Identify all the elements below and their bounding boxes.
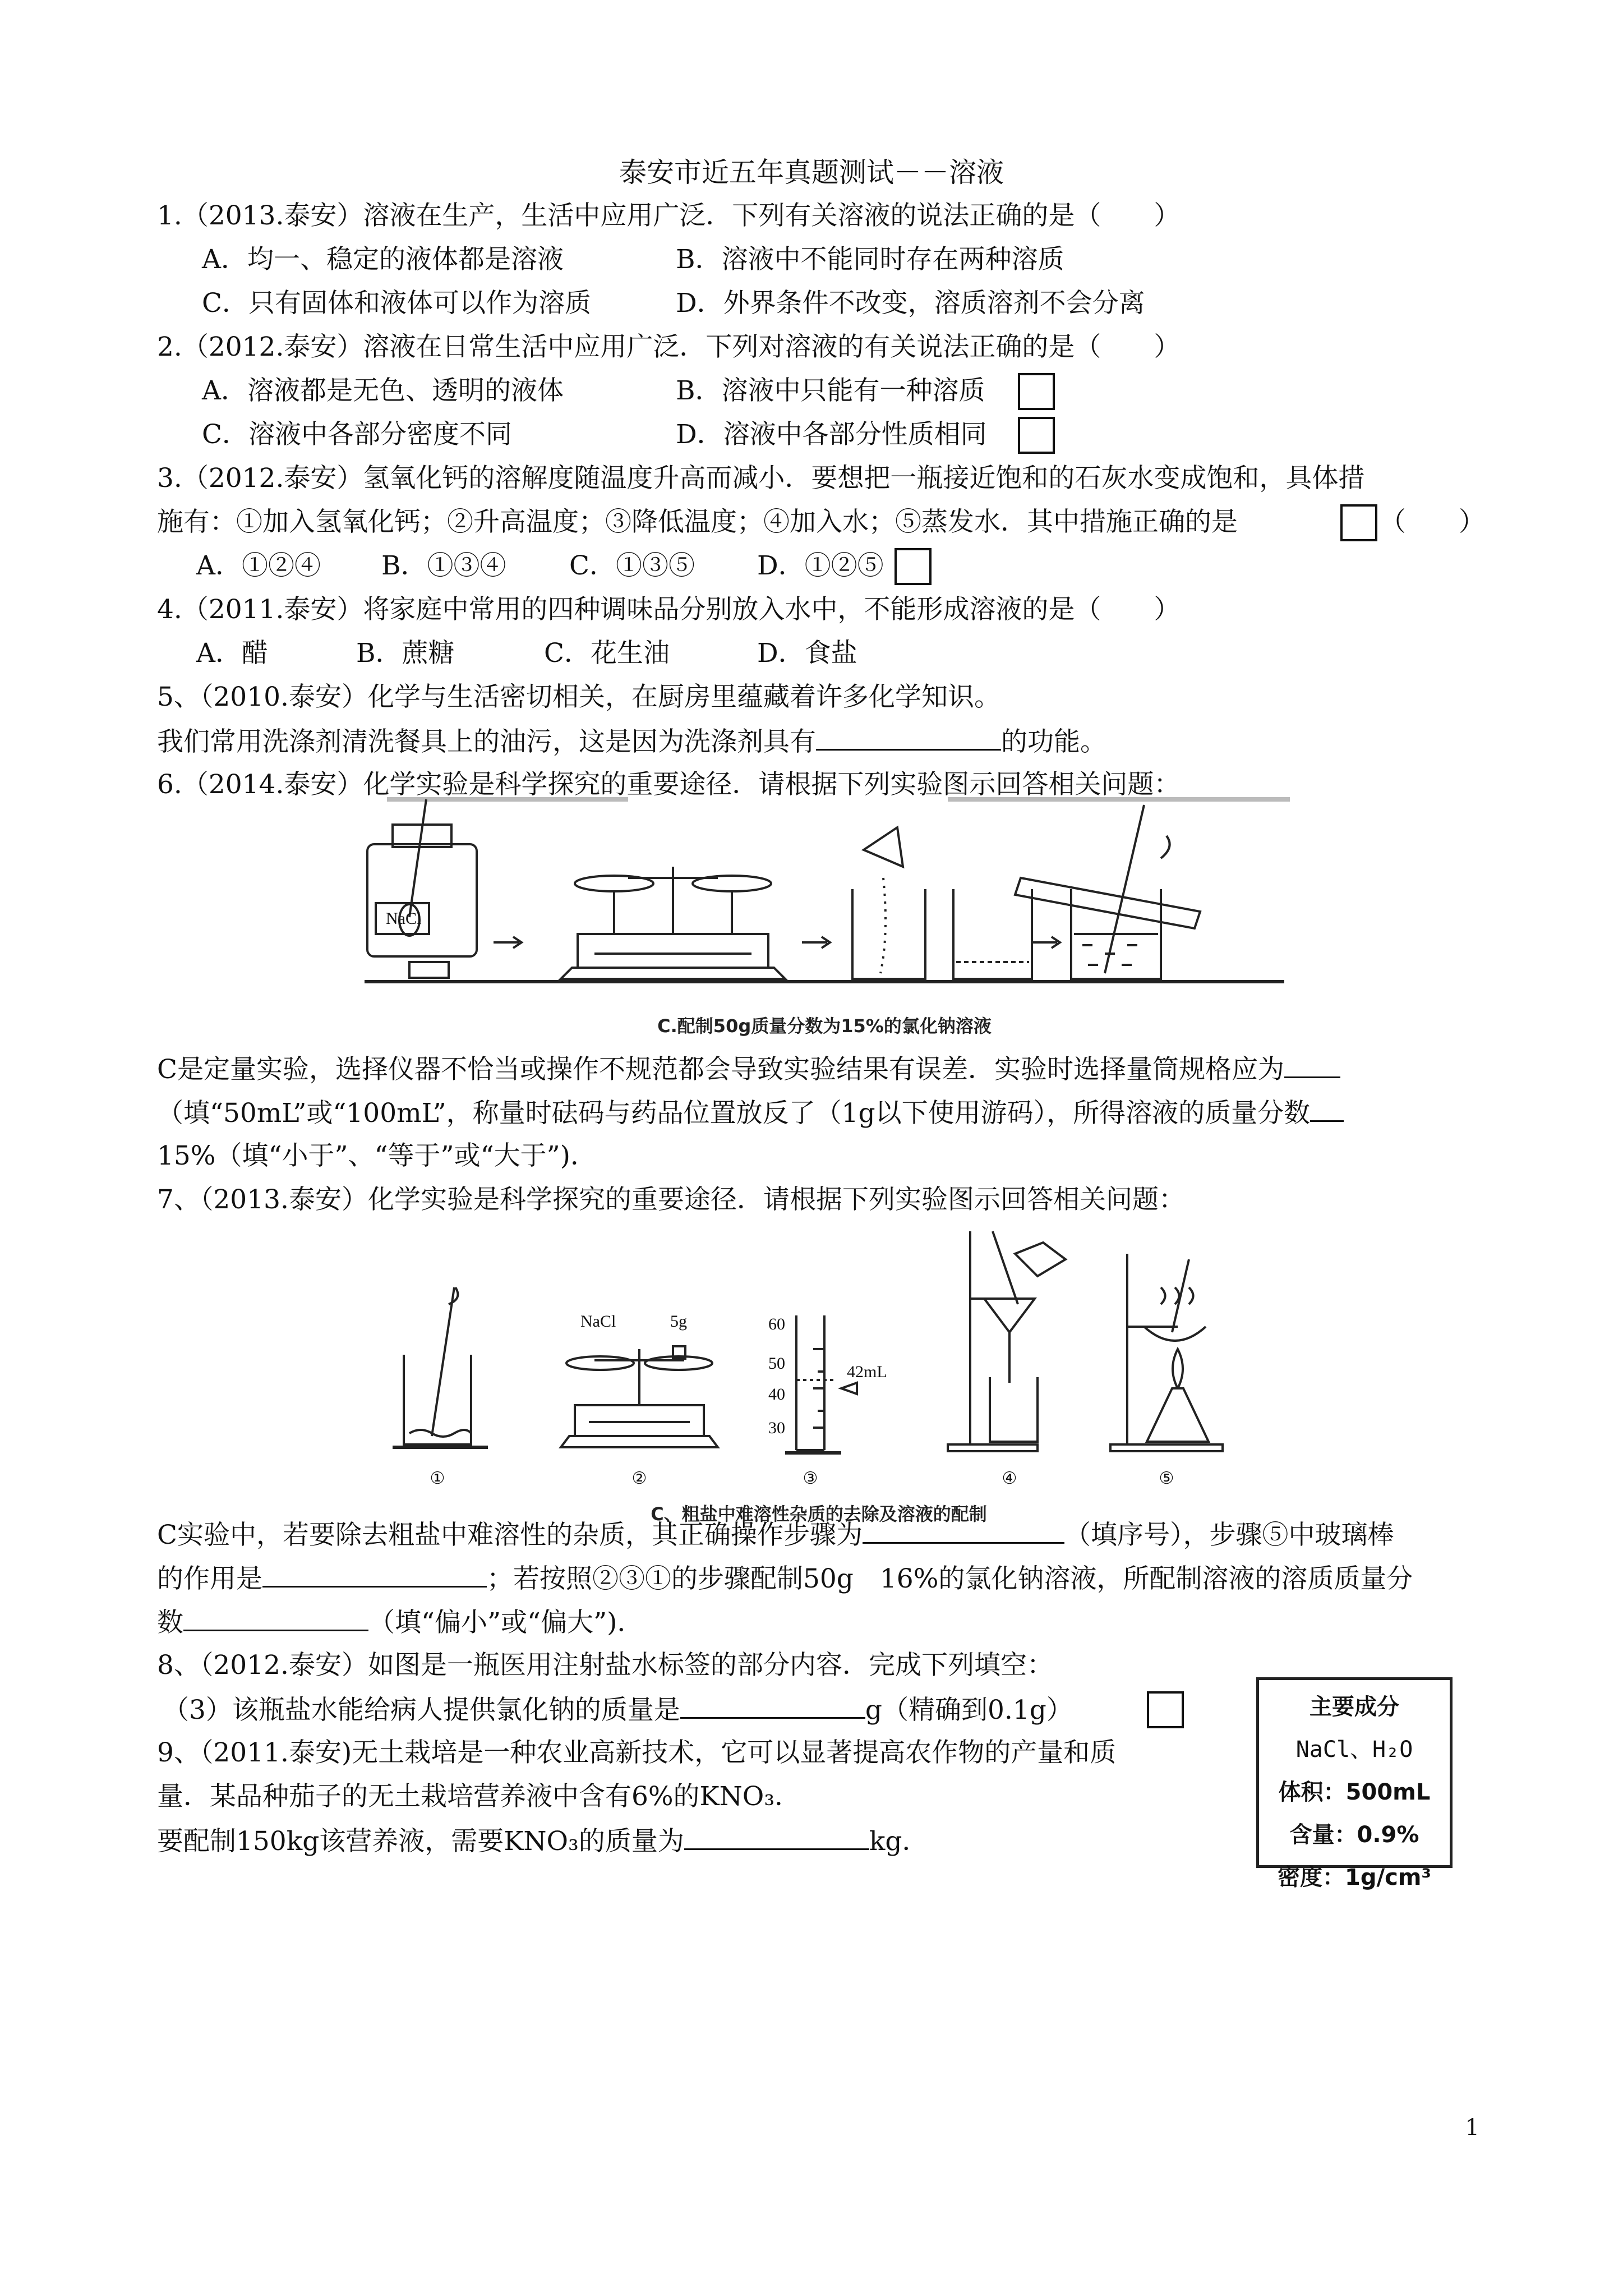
fill-blank[interactable] bbox=[863, 1517, 1064, 1544]
alcohol-lamp bbox=[1147, 1388, 1209, 1442]
spoon bbox=[409, 799, 426, 917]
balance-pan bbox=[566, 1356, 634, 1370]
label-ingredients: NaCl、H₂O bbox=[1295, 1737, 1413, 1763]
fill-blank[interactable] bbox=[680, 1692, 865, 1719]
balance-base bbox=[561, 968, 785, 979]
step-number: ② bbox=[631, 1469, 647, 1488]
q2-option-a: A．溶液都是无色、透明的液体 bbox=[202, 375, 564, 406]
step-number: ① bbox=[430, 1469, 445, 1488]
nacl-label: NaCl bbox=[580, 1312, 616, 1331]
step-number: ④ bbox=[1002, 1469, 1017, 1488]
q1-option-c: C．只有固体和液体可以作为溶质 bbox=[202, 288, 591, 319]
balance-pan bbox=[575, 876, 653, 891]
q1-option-b: B．溶液中不能同时存在两种溶质 bbox=[676, 244, 1064, 275]
fill-blank[interactable] bbox=[684, 1824, 869, 1850]
q6-text: （填“50mL”或“100mL”，称量时砝码与药品位置放反了（1g以下使用游码），所得溶液的质量分数 bbox=[157, 1098, 1311, 1129]
answer-checkbox[interactable] bbox=[1018, 373, 1055, 410]
glass-rod bbox=[1172, 1259, 1189, 1332]
balance-base bbox=[561, 1436, 718, 1447]
q4-option-c: C．花生油 bbox=[544, 638, 670, 669]
q6-figure bbox=[359, 794, 1290, 1041]
q7-line3 bbox=[157, 1605, 643, 1640]
nacl-label: NaCl bbox=[386, 909, 422, 928]
q3-option-d: D．①②⑤ bbox=[757, 550, 884, 581]
cylinder-tick: 30 bbox=[768, 1419, 785, 1437]
q3-stem-line2: 施有：①加入氢氧化钙；②升高温度；③降低温度；④加入水；⑤蒸发水．其中措施正确的是 bbox=[157, 507, 1238, 537]
q9-text: kg． bbox=[869, 1826, 929, 1857]
q7-text: ；若按照②③①的步骤配制50g 16%的氯化钠溶液，所配制溶液的溶质质量分 bbox=[487, 1563, 1413, 1594]
q3-stem-line1: 3.（2012.泰安）氢氧化钙的溶解度随温度升高而减小．要想把一瓶接近饱和的石灰水变成饱和，具体措 bbox=[157, 463, 1365, 494]
q7-line2 bbox=[157, 1561, 1413, 1596]
arrow-icon bbox=[1032, 937, 1060, 948]
q8-text: （3）该瓶盐水能给病人提供氯化钠的质量是 bbox=[163, 1695, 680, 1726]
q6-line2 bbox=[157, 1096, 1344, 1130]
beaker bbox=[990, 1377, 1038, 1442]
q7-line1 bbox=[157, 1517, 1394, 1552]
q4-option-d: D．食盐 bbox=[757, 638, 857, 669]
beaker bbox=[852, 889, 925, 979]
glass-rod bbox=[1105, 805, 1144, 973]
q3-option-a: A．①②④ bbox=[196, 550, 321, 581]
q7-text: 的作用是 bbox=[157, 1563, 262, 1594]
q8-sub bbox=[163, 1692, 1073, 1727]
q3-option-b: B．①③④ bbox=[381, 550, 506, 581]
weight-label: 5g bbox=[670, 1312, 687, 1331]
answer-checkbox[interactable] bbox=[895, 548, 932, 585]
fill-blank[interactable] bbox=[262, 1561, 487, 1588]
q6-line3: 15%（填“小于”、“等于”或“大于”)． bbox=[157, 1140, 597, 1171]
graduated-cylinder bbox=[1015, 878, 1200, 928]
cylinder-tick: 50 bbox=[768, 1354, 785, 1373]
weight-block bbox=[409, 962, 449, 978]
pouring-beaker bbox=[1015, 1243, 1066, 1276]
q6-stem: 6.（2014.泰安）化学实验是科学探究的重要途径．请根据下列实验图示回答相关问题： bbox=[157, 769, 1181, 800]
q9-line3 bbox=[157, 1824, 928, 1858]
figure-caption: C.配制50g质量分数为15%的氯化钠溶液 bbox=[657, 1015, 992, 1037]
cylinder-tick: 40 bbox=[768, 1385, 785, 1404]
evaporating-dish bbox=[1144, 1327, 1206, 1341]
q2-option-c: C．溶液中各部分密度不同 bbox=[202, 419, 512, 450]
q7-text: 数 bbox=[157, 1607, 183, 1638]
q7-text: C实验中，若要除去粗盐中难溶性的杂质，其正确操作步骤为 bbox=[157, 1520, 863, 1550]
q9-text: 要配制150kg该营养液，需要KNO₃的质量为 bbox=[157, 1826, 684, 1857]
q6-text: C是定量实验，选择仪器不恰当或操作不规范都会导致实验结果有误差．实验时选择量筒规格应为 bbox=[157, 1054, 1284, 1085]
q2-stem: 2.（2012.泰安）溶液在日常生活中应用广泛．下列对溶液的有关说法正确的是（ ） bbox=[157, 332, 1181, 362]
q5-stem: 5、（2010.泰安）化学与生活密切相关，在厨房里蕴藏着许多化学知识。 bbox=[157, 682, 1000, 712]
q4-option-a: A．醋 bbox=[196, 638, 268, 669]
answer-checkbox[interactable] bbox=[1147, 1691, 1184, 1728]
arrow-icon bbox=[494, 937, 522, 948]
volume-reading: 42mL bbox=[847, 1363, 887, 1381]
q9-line1: 9、（2011.泰安)无土栽培是一种农业高新技术，它可以显著提高农作物的产量和质 bbox=[157, 1737, 1117, 1768]
label-volume: 体积：500mL bbox=[1278, 1779, 1431, 1805]
label-density: 密度：1g/cm³ bbox=[1278, 1865, 1431, 1890]
q5-fill-line bbox=[157, 724, 1106, 759]
q1-option-a: A．均一、稳定的液体都是溶液 bbox=[202, 244, 564, 275]
q2-option-b: B．溶液中只能有一种溶质 bbox=[676, 375, 985, 406]
q7-figure bbox=[393, 1220, 1245, 1534]
step-number: ③ bbox=[803, 1469, 818, 1488]
page-number: 1 bbox=[1465, 2115, 1479, 2141]
q8-text: g（精确到0.1g） bbox=[865, 1695, 1073, 1726]
q2-option-d: D．溶液中各部分性质相同 bbox=[676, 419, 987, 450]
balance-pan bbox=[693, 876, 771, 891]
beaker bbox=[953, 889, 1032, 979]
reagent-bottle bbox=[367, 844, 477, 956]
q6-line1 bbox=[157, 1052, 1340, 1087]
q1-stem: 1.（2013.泰安）溶液在生产，生活中应用广泛．下列有关溶液的说法正确的是（ ） bbox=[157, 200, 1181, 231]
label-header: 主要成分 bbox=[1310, 1694, 1399, 1720]
cylinder-tick: 60 bbox=[768, 1315, 785, 1333]
label-content: 含量：0.9% bbox=[1289, 1822, 1419, 1848]
q5-text-end: 的功能。 bbox=[1001, 726, 1106, 757]
paper-funnel bbox=[864, 827, 903, 867]
q8-stem: 8、（2012.泰安）如图是一瓶医用注射盐水标签的部分内容．完成下列填空： bbox=[157, 1650, 1053, 1681]
funnel bbox=[984, 1299, 1035, 1332]
answer-checkbox[interactable] bbox=[1340, 504, 1377, 541]
q1-option-d: D．外界条件不改变，溶质溶剂不会分离 bbox=[676, 288, 1145, 319]
fill-blank[interactable] bbox=[816, 724, 1001, 751]
q7-text: （填序号），步骤⑤中玻璃棒 bbox=[1064, 1520, 1394, 1550]
q4-stem: 4.（2011.泰安）将家庭中常用的四种调味品分别放入水中，不能形成溶液的是（ ） bbox=[157, 594, 1181, 625]
saline-label bbox=[1256, 1677, 1453, 1890]
fill-blank[interactable] bbox=[183, 1605, 368, 1631]
step-number: ⑤ bbox=[1159, 1469, 1174, 1488]
q3-answer-paren: （ ） bbox=[1380, 507, 1485, 537]
arrow-icon bbox=[802, 937, 830, 948]
page-title: 泰安市近五年真题测试－－溶液 bbox=[619, 157, 1004, 188]
fill-blank[interactable] bbox=[1284, 1052, 1340, 1078]
answer-checkbox[interactable] bbox=[1018, 417, 1055, 454]
fill-blank[interactable] bbox=[1310, 1096, 1344, 1122]
q7-stem: 7、（2013.泰安）化学实验是科学探究的重要途径．请根据下列实验图示回答相关问题： bbox=[157, 1184, 1185, 1215]
q3-option-c: C．①③⑤ bbox=[569, 550, 695, 581]
figure-caption: C、粗盐中难溶性杂质的去除及溶液的配制 bbox=[651, 1503, 987, 1525]
q5-text: 我们常用洗涤剂清洗餐具上的油污，这是因为洗涤剂具有 bbox=[157, 726, 816, 757]
glass-rod bbox=[432, 1287, 454, 1436]
q9-line2: 量．某品种茄子的无土栽培营养液中含有6%的KNO₃． bbox=[157, 1781, 801, 1812]
q7-text: （填“偏小”或“偏大”)． bbox=[368, 1607, 644, 1638]
q4-option-b: B．蔗糖 bbox=[356, 638, 455, 669]
